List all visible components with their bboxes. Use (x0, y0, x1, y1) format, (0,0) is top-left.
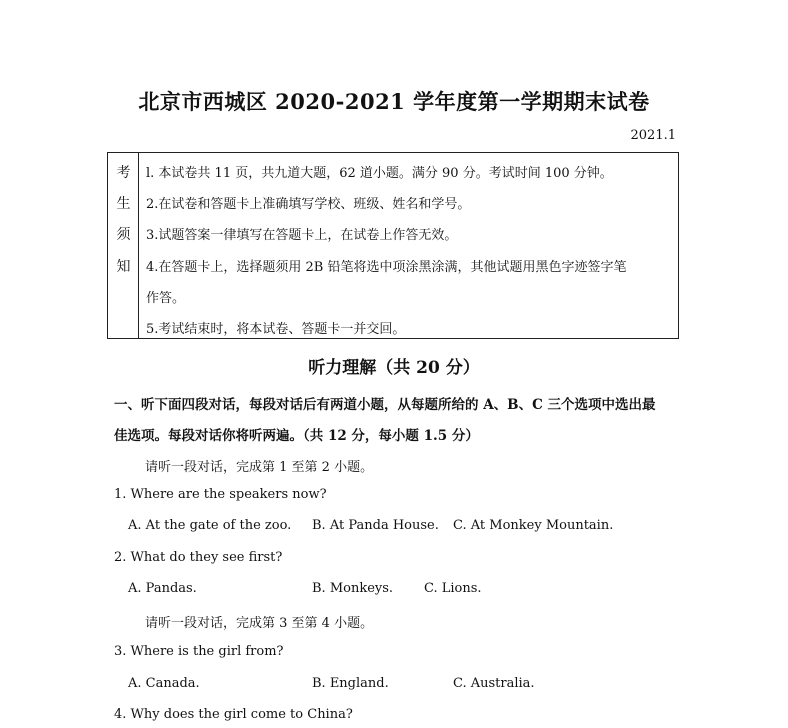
answer-option: A. Canada. (128, 676, 200, 691)
notice-item: 5.考试结束时，将本试卷、答题卡一并交回。 (146, 322, 406, 337)
exam-date: 2021.1 (630, 128, 676, 143)
notice-item: 3.试题答案一律填写在答题卡上，在试卷上作答无效。 (146, 228, 458, 243)
question-text: 2. What do they see first? (114, 550, 283, 565)
dialogue-prompt: 请听一段对话，完成第 1 至第 2 小题。 (145, 460, 374, 475)
notice-item: 2.在试卷和答题卡上准确填写学校、班级、姓名和学号。 (146, 197, 471, 212)
notice-label-char: 须 (116, 227, 131, 243)
notice-item: 作答。 (146, 291, 186, 306)
notice-box (107, 152, 679, 339)
answer-option: B. Monkeys. (312, 581, 394, 596)
notice-label-column (108, 153, 139, 338)
exam-title: 北京市西城区 2020-2021 学年度第一学期期末试卷 (138, 89, 650, 114)
dialogue-prompt: 请听一段对话，完成第 3 至第 4 小题。 (145, 616, 374, 631)
question-text: 3. Where is the girl from? (114, 644, 284, 659)
section-title: 听力理解（共 20 分） (308, 358, 480, 378)
answer-option: A. At the gate of the zoo. (128, 518, 292, 533)
answer-option: B. At Panda House. (312, 518, 439, 533)
notice-label-char: 知 (116, 259, 131, 275)
answer-option: C. Lions. (424, 581, 482, 596)
question-text: 1. Where are the speakers now? (114, 487, 327, 502)
section-instruction: 一、听下面四段对话，每段对话后有两道小题，从每题所给的 A、B、C 三个选项中选出最 (114, 397, 656, 413)
answer-option: C. Australia. (453, 676, 535, 691)
notice-label-char: 生 (116, 196, 131, 212)
notice-item: l. 本试卷共 11 页，共九道大题，62 道小题。满分 90 分。考试时间 100 分钟。 (146, 166, 613, 181)
question-text: 4. Why does the girl come to China? (114, 707, 353, 722)
answer-option: B. England. (312, 676, 389, 691)
answer-option: C. At Monkey Mountain. (453, 518, 614, 533)
notice-label-char: 考 (116, 165, 131, 181)
answer-option: A. Pandas. (128, 581, 197, 596)
section-instruction: 佳选项。每段对话你将听两遍。（共 12 分，每小题 1.5 分） (114, 428, 479, 444)
notice-item: 4.在答题卡上，选择题须用 2B 铅笔将选中项涂黑涂满，其他试题用黑色字迹签字笔 (146, 260, 627, 275)
